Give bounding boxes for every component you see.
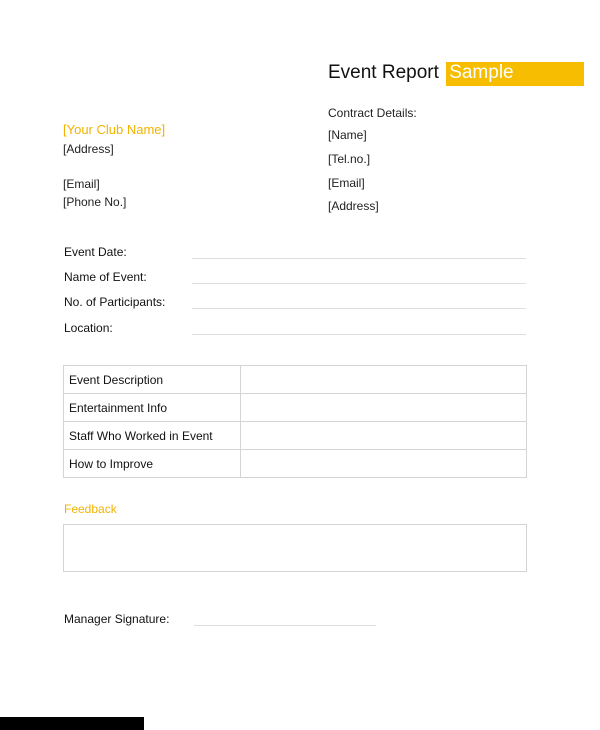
club-email: [Email] bbox=[63, 177, 100, 191]
event-name-label: Name of Event: bbox=[64, 270, 147, 284]
contract-tel: [Tel.no.] bbox=[328, 152, 371, 166]
entertainment-info-label: Entertainment Info bbox=[64, 394, 241, 422]
contract-name: [Name] bbox=[328, 128, 367, 142]
event-name-input[interactable] bbox=[192, 283, 526, 284]
bottom-bar bbox=[0, 717, 144, 730]
participants-input[interactable] bbox=[192, 308, 526, 309]
table-row bbox=[64, 450, 527, 478]
event-date-input[interactable] bbox=[192, 258, 526, 259]
club-phone: [Phone No.] bbox=[63, 195, 127, 209]
entertainment-info-cell[interactable] bbox=[241, 394, 527, 422]
event-info-table bbox=[63, 365, 527, 478]
location-label: Location: bbox=[64, 321, 113, 335]
location-input[interactable] bbox=[192, 334, 526, 335]
participants-label: No. of Participants: bbox=[64, 295, 166, 309]
feedback-label: Feedback bbox=[64, 502, 117, 516]
contract-address: [Address] bbox=[328, 199, 379, 213]
manager-signature-line[interactable] bbox=[194, 625, 376, 626]
table-row bbox=[64, 422, 527, 450]
title-main: Event Report bbox=[328, 62, 439, 83]
manager-signature-label: Manager Signature: bbox=[64, 612, 170, 626]
how-to-improve-label: How to Improve bbox=[64, 450, 241, 478]
contract-email: [Email] bbox=[328, 176, 365, 190]
feedback-box[interactable] bbox=[63, 524, 527, 572]
table-row bbox=[64, 366, 527, 394]
event-description-cell[interactable] bbox=[241, 366, 527, 394]
how-to-improve-cell[interactable] bbox=[241, 450, 527, 478]
contract-details-heading: Contract Details: bbox=[328, 106, 417, 120]
table-row bbox=[64, 394, 527, 422]
event-description-label: Event Description bbox=[64, 366, 241, 394]
report-title bbox=[328, 62, 584, 86]
title-accent-badge: Sample bbox=[446, 62, 583, 86]
staff-cell[interactable] bbox=[241, 422, 527, 450]
club-address: [Address] bbox=[63, 142, 114, 156]
club-name: [Your Club Name] bbox=[63, 122, 166, 137]
staff-label: Staff Who Worked in Event bbox=[64, 422, 241, 450]
event-date-label: Event Date: bbox=[64, 245, 127, 259]
